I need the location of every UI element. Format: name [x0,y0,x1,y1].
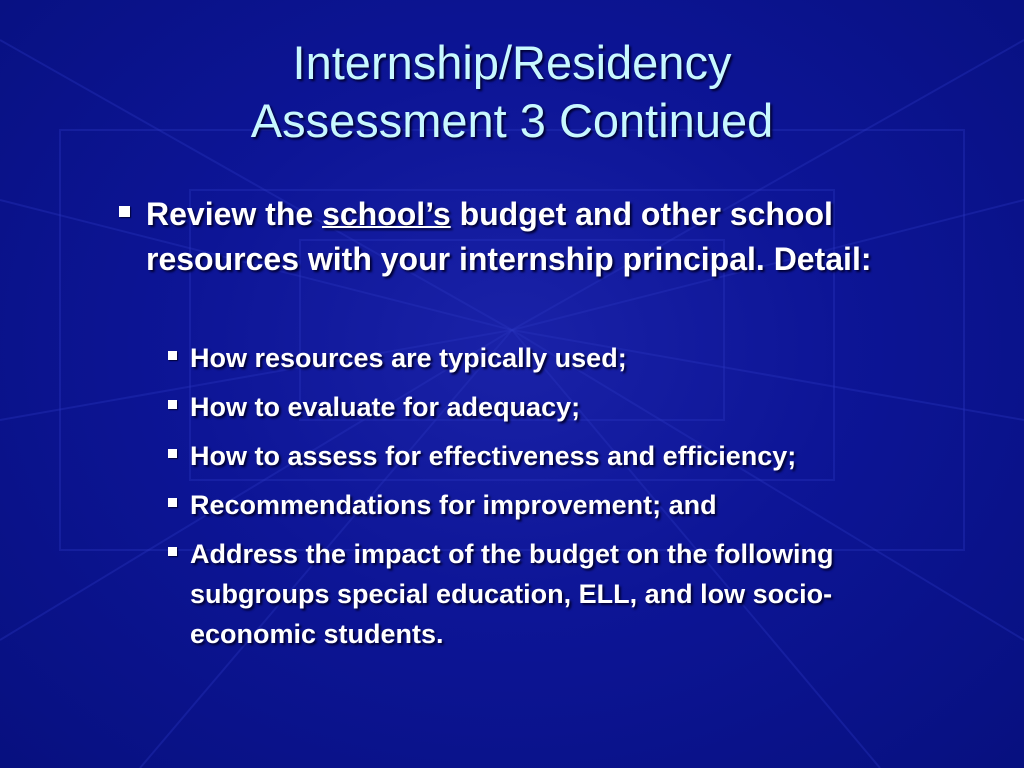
sub-bullet-square-icon [168,547,177,556]
sub-bullet-square-icon [168,449,177,458]
sub-bullet-item: How resources are typically used; [190,343,627,373]
main-bullet-underlined: school’s [322,196,451,232]
main-bullet-text [146,192,906,282]
sub-bullet-square-icon [168,400,177,409]
bullet-square-icon [119,206,130,217]
sub-bullet-square-icon [168,351,177,360]
sub-bullet-square-icon [168,498,177,507]
title-line-1: Internship/Residency [292,36,732,89]
title-line-2: Assessment 3 Continued [250,94,774,147]
sub-bullet-item: Recommendations for improvement; and [190,490,717,520]
main-bullet-suffix: budget and other school resources with your internship principal. Detail: [146,196,872,277]
main-bullet-prefix: Review the [146,196,323,232]
sub-bullet-item: How to evaluate for adequacy; [190,392,581,422]
sub-bullet-item: How to assess for effectiveness and efficiency; [190,441,797,471]
sub-bullet-item: Address the impact of the budget on the following subgroups special education, ELL, and low socio-economic students. [190,539,834,649]
